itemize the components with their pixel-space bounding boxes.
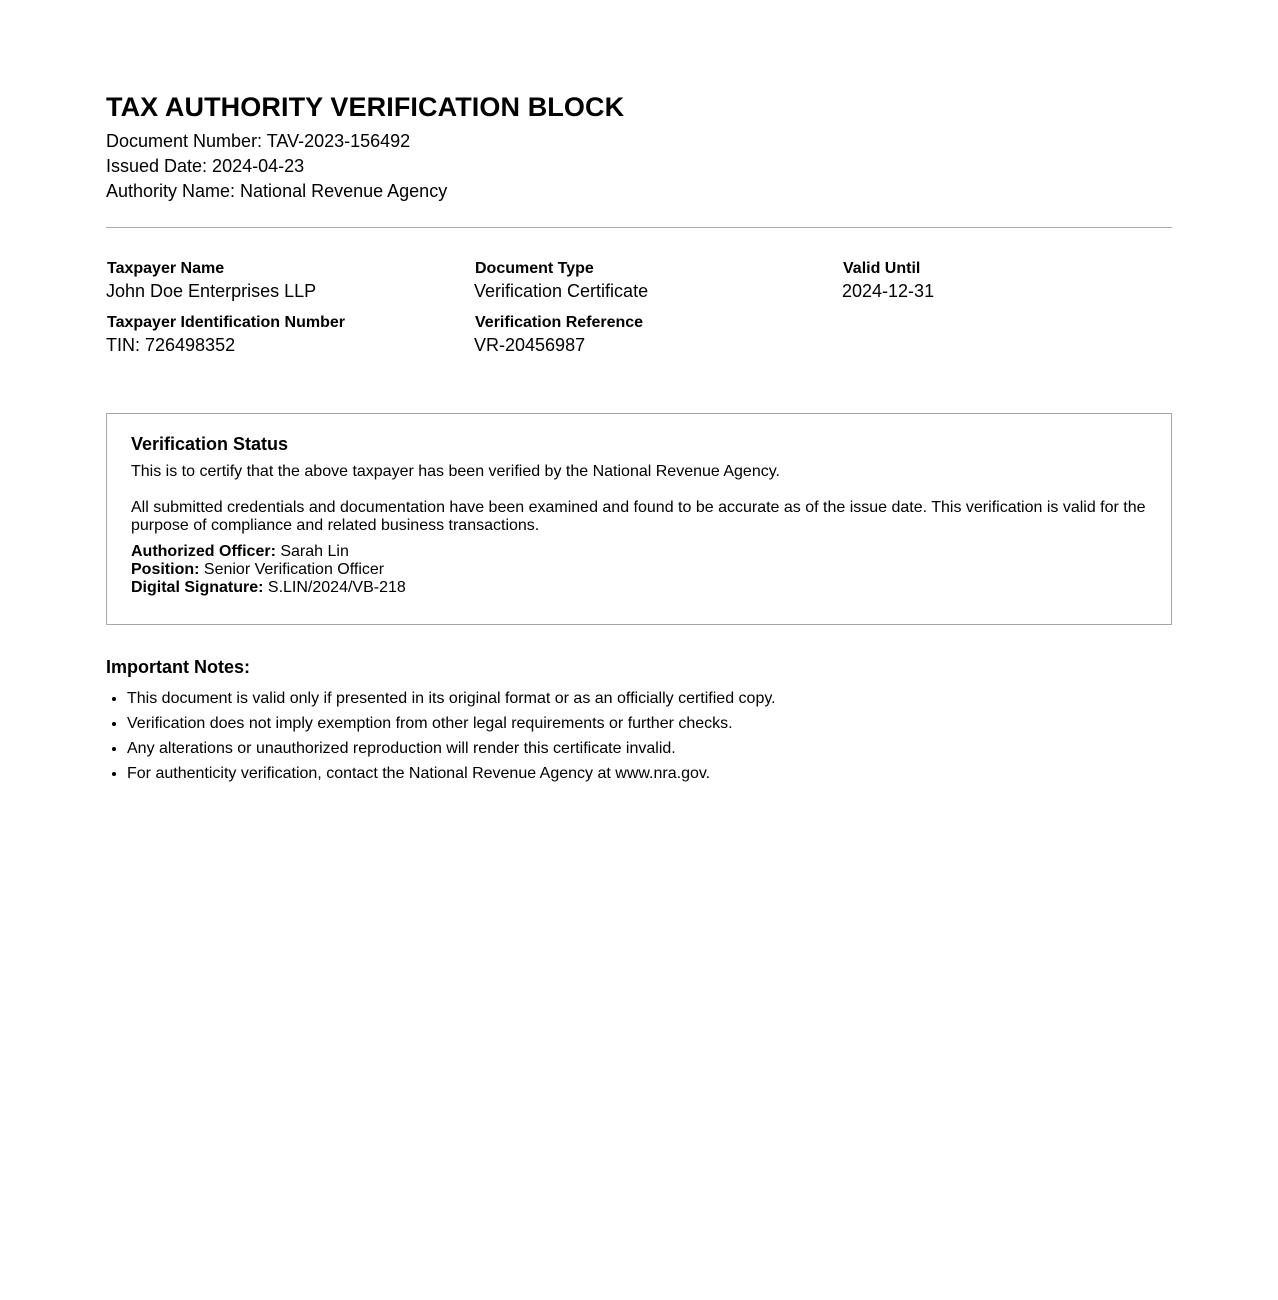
document-number: Document Number: TAV-2023-156492 [106,131,411,151]
field-verification-reference [474,313,842,357]
status-paragraph-2: All submitted credentials and documentation have been examined and found to be accurate as of the issue date. This verification is valid for the purpose of compliance and related business transactions. [131,499,1146,534]
notes-title: Important Notes: [106,657,250,677]
notes-list [106,686,1172,786]
verification-status-box [106,413,1172,625]
list-item: • This document is valid only if presented in its original format or as an officially certified copy. [127,686,1172,711]
field-label: Taxpayer Identification Number [107,314,345,331]
status-paragraph-1: This is to certify that the above taxpayer has been verified by the National Revenue Agency. [131,463,780,480]
authorized-officer [131,543,1147,561]
list-item: • Verification does not imply exemption from other legal requirements or further checks. [127,711,1172,736]
digital-signature [131,579,1147,597]
signature-block [131,543,1147,597]
position-value: Senior Verification Officer [203,561,385,578]
field-value: John Doe Enterprises LLP [106,281,317,301]
field-label: Taxpayer Name [107,260,225,277]
field-document-type [474,259,842,303]
field-value: VR-20456987 [474,335,586,355]
field-tin [106,313,474,357]
field-value: Verification Certificate [474,281,649,301]
position-label: Position: [131,561,200,578]
field-valid-until [842,259,1172,303]
document-title: TAX AUTHORITY VERIFICATION BLOCK [106,92,625,122]
status-title: Verification Status [131,434,289,454]
header-divider [106,227,1172,228]
document-meta [106,129,1172,204]
officer-position [131,561,1147,579]
taxpayer-details-grid [106,259,1172,357]
field-value: 2024-12-31 [842,281,935,301]
list-item: • Any alterations or unauthorized reproduction will render this certificate invalid. [127,736,1172,761]
officer-label: Authorized Officer: [131,543,276,560]
field-label: Document Type [475,260,594,277]
authority-name: Authority Name: National Revenue Agency [106,181,448,201]
signature-label: Digital Signature: [131,579,264,596]
field-label: Valid Until [843,260,921,277]
field-label: Verification Reference [475,314,644,331]
field-taxpayer-name [106,259,474,303]
list-item: • For authenticity verification, contact the National Revenue Agency at www.nra.gov. [127,761,1172,786]
issued-date: Issued Date: 2024-04-23 [106,156,305,176]
field-value: TIN: 726498352 [106,335,236,355]
officer-value: Sarah Lin [280,543,349,560]
signature-value: S.LIN/2024/VB-218 [267,579,406,596]
